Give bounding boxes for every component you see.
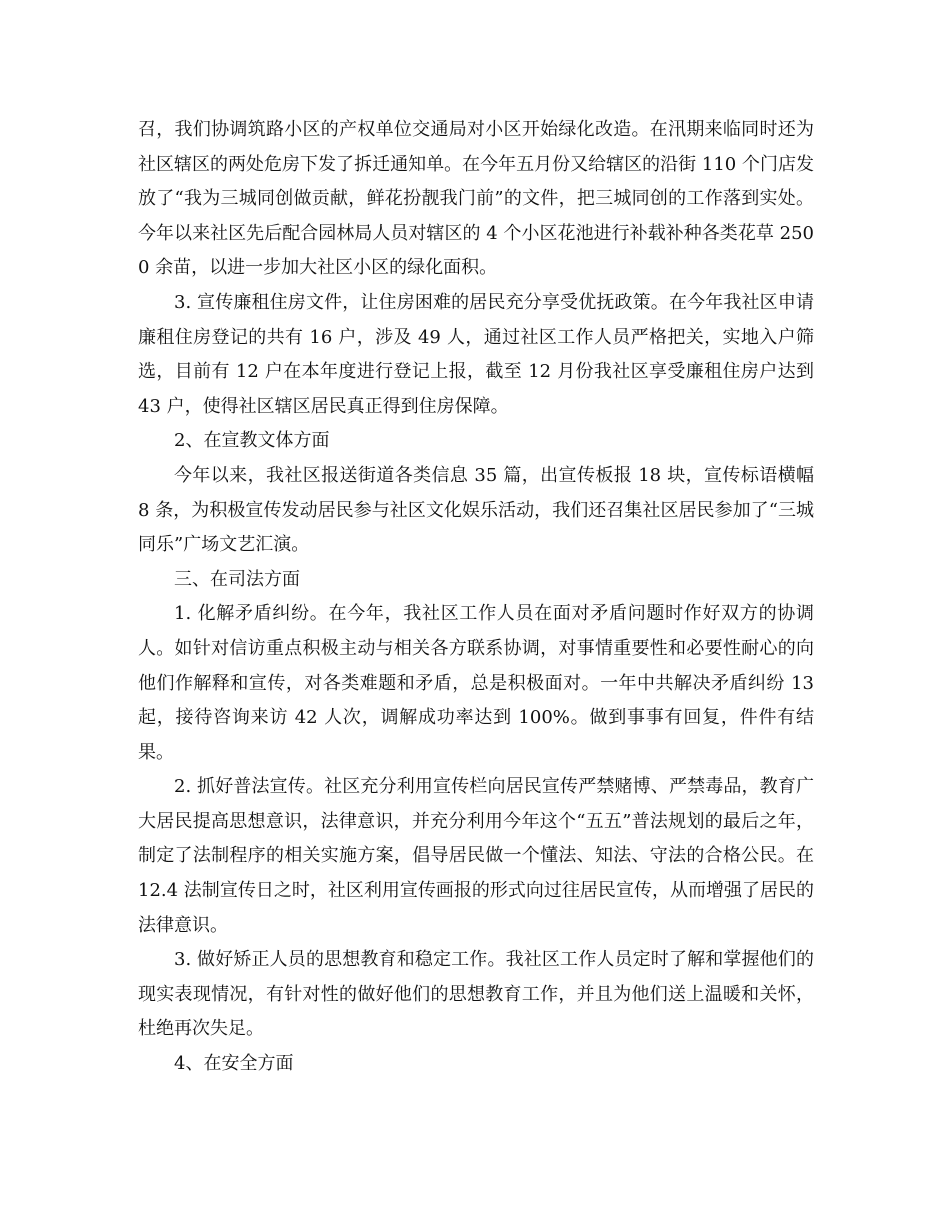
section-heading-publicity-culture: 2、在宣教文体方面 <box>174 430 330 452</box>
paragraph-dispute-resolution: 1. 化解矛盾纠纷。在今年，我社区工作人员在面对矛盾问题时作好双方的协调人。如针对信访重点积极主动与相关各方联系协调，对事情重要性和必要性耐心的向他们作解释和宣传，对各类难题和矛盾，总是积极面对。一年中共解决矛盾纠纷 13 起，接待咨询来访 42 人次，调解成功率达到 100%。做到事事有回复，件件有结果。 <box>138 603 814 763</box>
paragraph-legal-education: 2. 抓好普法宣传。社区充分利用宣传栏向居民宣传严禁赌博、严禁毒品，教育广大居民提高思想意识，法律意识，并充分利用今年这个“五五”普法规划的最后之年，制定了法制程序的相关实施方案，倡导居民做一个懂法、知法、守法的合格公民。在 12.4 法制宣传日之时，社区利用宣传画报的形式向过往居民宣传，从而增强了居民的法律意识。 <box>138 776 814 936</box>
paragraph-corrections-work: 3. 做好矫正人员的思想教育和稳定工作。我社区工作人员定时了解和掌握他们的现实表现情况，有针对性的做好他们的思想教育工作，并且为他们送上温暖和关怀，杜绝再次失足。 <box>138 949 814 1040</box>
section-heading-safety: 4、在安全方面 <box>174 1053 294 1075</box>
section-heading-judicial: 三、在司法方面 <box>174 568 300 590</box>
paragraph-greening-continuation: 召，我们协调筑路小区的产权单位交通局对小区开始绿化改造。在汛期来临同时还为社区辖区的两处危房下发了拆迁通知单。在今年五月份又给辖区的沿街 110 个门店发放了“我为三城同创做贡献，鲜花扮靓我门前”的文件，把三城同创的工作落到实处。今年以来社区先后配合园林局人员对辖区的 4 个小区花池进行补载补种各类花草 2500 余苗，以进一步加大社区小区的绿化面积。 <box>138 119 814 279</box>
paragraph-low-rent-housing: 3. 宣传廉租住房文件，让住房困难的居民充分享受优抚政策。在今年我社区申请廉租住房登记的共有 16 户，涉及 49 人，通过社区工作人员严格把关，实地入户筛选，目前有 12 户在本年度进行登记上报，截至 12 月份我社区享受廉租住房户达到 43 户，使得社区辖区居民真正得到住房保障。 <box>138 291 814 417</box>
paragraph-publicity-summary: 今年以来，我社区报送街道各类信息 35 篇，出宣传板报 18 块，宣传标语横幅 8 条，为积极宣传发动居民参与社区文化娱乐活动，我们还召集社区居民参加了“三城同乐”广场文艺汇演。 <box>138 464 814 556</box>
document-body <box>138 113 814 1082</box>
